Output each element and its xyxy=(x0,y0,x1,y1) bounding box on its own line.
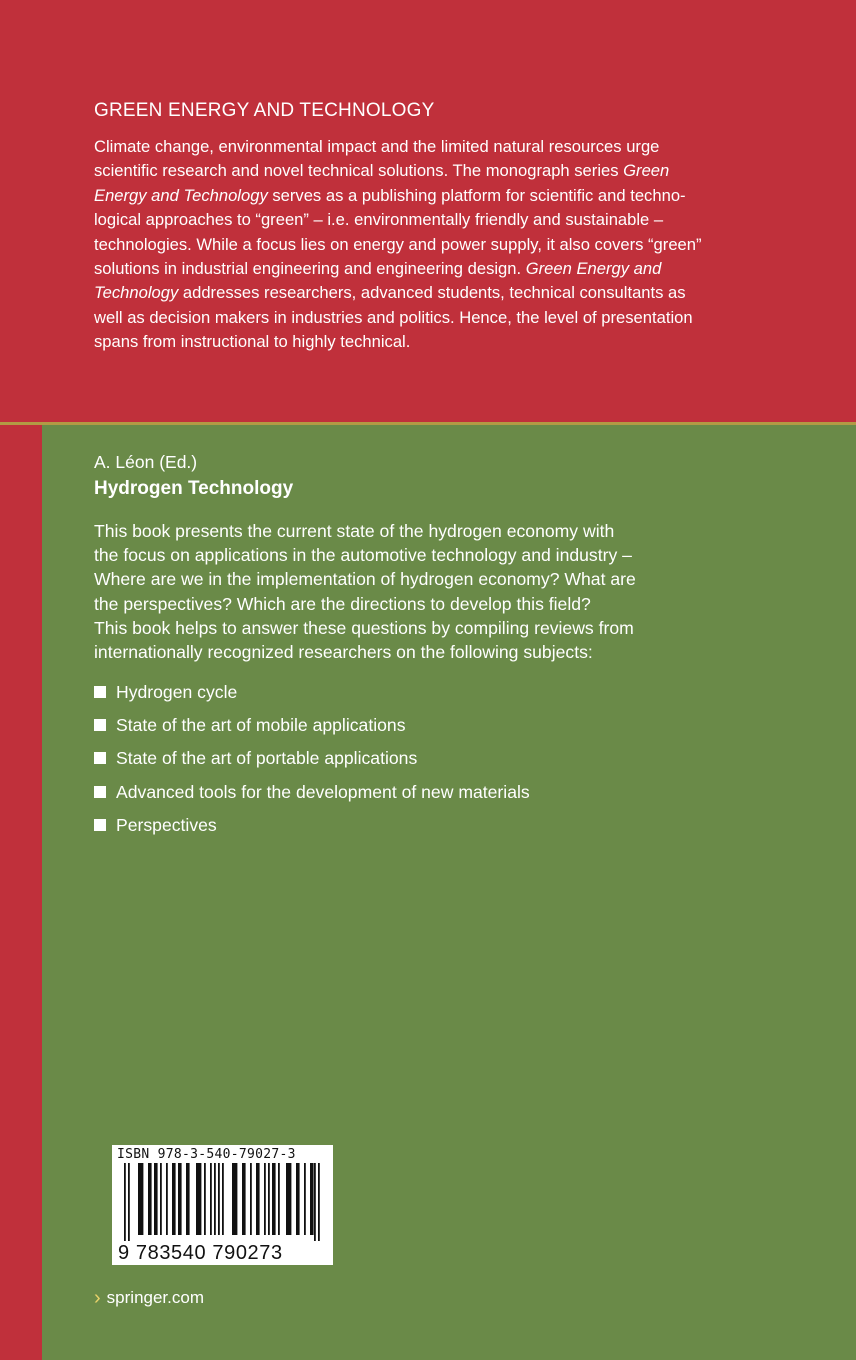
list-item: Perspectives xyxy=(94,809,530,842)
barcode-bar xyxy=(318,1163,320,1241)
list-item: Hydrogen cycle xyxy=(94,675,530,708)
barcode-bar xyxy=(128,1163,130,1241)
barcode-bar xyxy=(196,1163,201,1235)
square-bullet-icon xyxy=(94,719,106,731)
barcode-bar xyxy=(304,1163,306,1235)
band-divider xyxy=(0,422,856,425)
barcode-bar xyxy=(272,1163,276,1235)
isbn-barcode xyxy=(112,1145,333,1265)
barcode-bar xyxy=(178,1163,182,1235)
chevron-right-icon: › xyxy=(94,1287,101,1309)
barcode-bar xyxy=(214,1163,216,1235)
barcode-bar xyxy=(218,1163,220,1235)
barcode-bar xyxy=(268,1163,270,1235)
barcode-bar xyxy=(242,1163,246,1235)
barcode-bar xyxy=(232,1163,237,1235)
barcode-bar xyxy=(172,1163,176,1235)
ean-digits: 9 783540 790273 xyxy=(118,1242,283,1264)
barcode-bar xyxy=(278,1163,280,1235)
square-bullet-icon xyxy=(94,786,106,798)
barcode-bars xyxy=(122,1163,322,1243)
barcode-bar xyxy=(166,1163,168,1235)
list-item: State of the art of portable applications xyxy=(94,742,530,775)
barcode-bar xyxy=(124,1163,126,1241)
topic-list xyxy=(94,675,530,842)
barcode-bar xyxy=(160,1163,162,1235)
series-title: GREEN ENERGY AND TECHNOLOGY xyxy=(94,100,435,121)
barcode-bar xyxy=(250,1163,252,1235)
book-editor: A. Léon (Ed.) xyxy=(94,452,198,472)
barcode-bar xyxy=(138,1163,143,1235)
list-item: State of the art of mobile applications xyxy=(94,708,530,741)
book-description: This book presents the current state of the hydrogen economy with the focus on applications in the automotive technology and industry – Where are we in the implementation of hydrogen economy? What are the perspectives? Which are the directions to develop this field? This book helps to answer these questions by compiling reviews from internationally recognized researchers on the following subjects: xyxy=(94,521,636,663)
publisher-url: springer.com xyxy=(106,1288,204,1307)
barcode-bar xyxy=(264,1163,266,1235)
barcode-bar xyxy=(314,1163,316,1241)
book-title: Hydrogen Technology xyxy=(94,478,294,499)
square-bullet-icon xyxy=(94,752,106,764)
barcode-bar xyxy=(210,1163,212,1235)
barcode-bar xyxy=(286,1163,291,1235)
barcode-bar xyxy=(222,1163,224,1235)
square-bullet-icon xyxy=(94,686,106,698)
square-bullet-icon xyxy=(94,819,106,831)
barcode-bar xyxy=(310,1163,314,1235)
barcode-bar xyxy=(154,1163,158,1235)
isbn-label: ISBN 978-3-540-79027-3 xyxy=(117,1147,296,1162)
barcode-bar xyxy=(296,1163,300,1235)
barcode-bar xyxy=(256,1163,260,1235)
barcode-bar xyxy=(186,1163,190,1235)
series-description: Climate change, environmental impact and the limited natural resources urge scientific research and novel technical solutions. The monograph series Green Energy and Technology serves as a publishing platform for scientific and techno- logical approaches to “green” – i.e. environmentally friendly and sustainable – technologies. While a focus lies on energy and power supply, it also covers “green” solutions in industrial engineering and engineering design. Green Energy and Technology addresses researchers, advanced students, technical consultants as well as decision makers in industries and politics. Hence, the level of presentation spans from instructional to highly technical. xyxy=(94,137,702,352)
list-item: Advanced tools for the development of new materials xyxy=(94,775,530,808)
barcode-bar xyxy=(148,1163,152,1235)
barcode-bar xyxy=(204,1163,206,1235)
spine-strip xyxy=(0,425,42,1360)
publisher-link[interactable] xyxy=(94,1288,204,1308)
